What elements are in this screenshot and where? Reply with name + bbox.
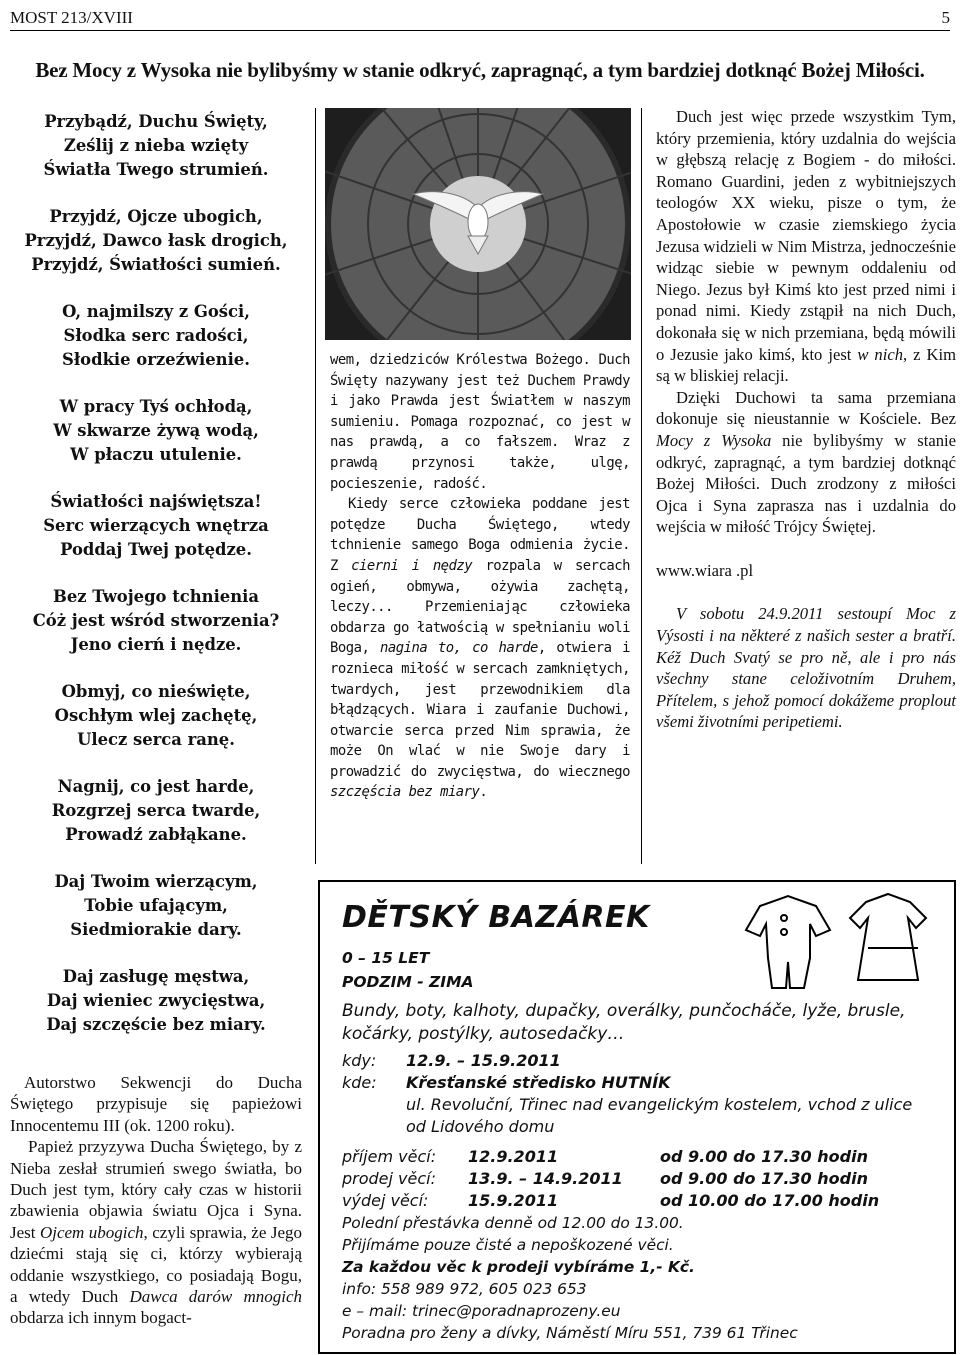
verse-line: W płaczu utulenie. (70, 445, 242, 464)
stanza (10, 870, 302, 942)
schedule-date: 13.9. – 14.9.2011 (468, 1169, 623, 1188)
bazar-info (342, 1212, 798, 1344)
verse-line: Przyjdź, Światłości sumień. (31, 255, 281, 274)
text-run: nie bylibyśmy w stanie odkryć, zapragnąć, a tym bardziej dotknąć Bożej Miłości. Duch zrodzony z miłości Ojca i Syna zaprasza nas i uzdalnia do wejścia w miłość Trójcy Świętej. (656, 430, 956, 537)
season: PODZIM - ZIMA (342, 973, 474, 991)
verse-line: Cóż jest wśród stworzenia? (32, 611, 280, 630)
verse-line: Tobie ufającym, (84, 896, 228, 915)
organizer: Poradna pro ženy a dívky, Náměstí Míru 551, 739 61 Třinec (342, 1324, 798, 1342)
schedule-time: od 9.00 do 17.30 hodin (660, 1147, 868, 1166)
verse-line: Daj Twoim wierzącym, (54, 872, 258, 891)
children-clothes-icon (720, 888, 950, 996)
stanza (10, 490, 302, 562)
schedule-row (342, 1168, 879, 1190)
age-range: 0 – 15 LET (342, 949, 430, 967)
verse-line: Światła Twego strumień. (43, 160, 269, 179)
stanza (10, 300, 302, 372)
article-paragraph (656, 106, 956, 387)
verse-line: Przyjdź, Dawco łask drogich, (24, 231, 288, 250)
sequence-note (10, 1072, 302, 1329)
where-row (342, 1072, 671, 1094)
verse-line: Przyjdź, Ojcze ubogich, (49, 207, 263, 226)
italic-run: cierni i nędzy (351, 557, 473, 574)
column-divider (315, 108, 316, 864)
verse-line: Przybądź, Duchu Święty, (44, 112, 268, 131)
italic-run: w nich (857, 344, 903, 364)
verse-line: Ulecz serca ranę. (77, 730, 235, 749)
schedule-time: od 9.00 do 17.30 hodin (660, 1169, 868, 1188)
where-label: kde: (342, 1073, 377, 1092)
middle-column-text (330, 350, 630, 803)
poem (10, 110, 302, 1060)
bazar-advert (318, 880, 956, 1354)
verse-line: Poddaj Twej potędze. (60, 540, 252, 559)
verse-line: W pracy Tyś ochłodą, (59, 397, 253, 416)
address-line: ul. Revoluční, Třinec nad evangelickým kostelem, vchod z ulice (406, 1095, 913, 1114)
italic-run: Dawca darów mnogich (129, 1287, 302, 1307)
text-run: , czyli sprawia, że Jego dziećmi stają się ci, którzy wybierają oddanie wszystkiego, co posiadają Bogu, a wtedy Duch (10, 1222, 302, 1307)
schedule-label: výdej věcí: (342, 1191, 429, 1210)
bazar-subtitle (342, 946, 474, 994)
address-line: od Lidového domu (406, 1117, 555, 1136)
stanza (10, 110, 302, 182)
column-divider (641, 108, 642, 864)
stanza (10, 680, 302, 752)
verse-line: Słodkie orzeźwienie. (62, 350, 250, 369)
verse-line: Daj wieniec zwycięstwa, (46, 991, 266, 1010)
bazar-title: DĚTSKÝ BAZÁREK (342, 900, 650, 935)
stanza (10, 965, 302, 1037)
czech-announcement: V sobotu 24.9.2011 sestoupí Moc z Výsosti i na některé z našich sester a bratří. Kéž Duch Svatý se pro ně, ale i pro nás všechny stane celoživotním Druhem, Přítelem, s jehož pomocí dokážeme proplout všemi životními peripetiemi. (656, 604, 956, 732)
schedule-label: příjem věcí: (342, 1147, 437, 1166)
verse-line: Nagnij, co jest harde, (57, 777, 255, 796)
article-paragraph: wem, dziedziców Królestwa Bożego. Duch Święty nazywany jest też Duchem Prawdy i jako Prawda jest Światłem w naszym sumieniu. Pomaga rozpoznać, co jest w nas prawdą, a co fałszem. Wraz z prawdą przynosi także, ulgę, pocieszenie, radość. (330, 352, 630, 492)
italic-run: nagina to, co harde (380, 640, 538, 657)
verse-line: Prowadź zabłąkane. (65, 825, 247, 844)
verse-line: O, najmilszy z Gości, (62, 302, 250, 321)
schedule-time: od 10.00 do 17.00 hodin (660, 1191, 880, 1210)
verse-line: Siedmiorakie dary. (70, 920, 242, 939)
text-run: , z Kim są w bliskiej relacji. (656, 344, 956, 386)
when-value: 12.9. – 15.9.2011 (406, 1051, 561, 1070)
where-value: Křesťanské středisko HUTNÍK (406, 1073, 671, 1092)
phone-info: info: 558 989 972, 605 023 653 (342, 1280, 587, 1298)
page-number: 5 (941, 8, 950, 27)
verse-line: Serc wierzących wnętrza (43, 516, 269, 535)
bazar-items: Bundy, boty, kalhoty, dupačky, overálky, punčocháče, lyže, brusle, kočárky, postýlky, autosedačky… (342, 1001, 906, 1044)
italic-run: szczęścia bez miary (330, 784, 480, 801)
right-column-text (656, 106, 956, 733)
lunch-break: Polední přestávka denně od 12.00 do 13.00. (342, 1214, 684, 1232)
schedule-row (342, 1146, 879, 1168)
text-run: Papież przyzywa Ducha Świętego, by z Nieba zesłał strumień swego światła, bo Duch jest tym, który cały czas w historii zbawienia objawia światu Ojca i Syna. Jest (10, 1137, 302, 1242)
stanza (10, 775, 302, 847)
verse-line: Bez Twojego tchnienia (53, 587, 259, 606)
verse-line: Słodka serc radości, (63, 326, 249, 345)
stained-glass-dove-icon (325, 108, 631, 340)
text-run: , otwiera i roznieca miłość w sercach zamkniętych, twardych, jest przewodnikiem dla błądzących. Wiara i zaufanie Duchowi, otwarcie serca przed Nim sprawia, że może On wlać w nie Swoje dary i prowadzić do zwycięstwa, do wiecznego (330, 640, 630, 780)
stanza (10, 395, 302, 467)
verse-line: W skwarze żywą wodą, (53, 421, 259, 440)
italic-run: Mocy z Wysoka (656, 430, 772, 450)
stanza (10, 205, 302, 277)
verse-line: Rozgrzej serca twarde, (51, 801, 261, 820)
stanza (10, 585, 302, 657)
article-paragraph (656, 387, 956, 538)
headline: Bez Mocy z Wysoka nie bylibyśmy w stanie odkryć, zapragnąć, a tym bardziej dotknąć Bożej Miłości. (35, 58, 925, 82)
page-header (10, 8, 950, 31)
verse-line: Daj szczęście bez miary. (46, 1015, 266, 1034)
holy-spirit-window-image (325, 108, 631, 340)
schedule-row (342, 1190, 879, 1212)
verse-line: Jeno cierń i nędze. (70, 635, 242, 654)
fee-note: Za každou věc k prodeji vybíráme 1,- Kč. (342, 1258, 695, 1276)
schedule-date: 15.9.2011 (468, 1191, 559, 1210)
when-label: kdy: (342, 1051, 377, 1070)
verse-line: Oschłym wlej zachętę, (54, 706, 258, 725)
italic-run: Ojcem ubogich (39, 1222, 144, 1242)
schedule-date: 12.9.2011 (468, 1147, 559, 1166)
article-paragraph (330, 494, 630, 803)
verse-line: Światłości najświętsza! (50, 492, 262, 511)
accept-note: Přijímáme pouze čisté a nepoškozené věci. (342, 1236, 674, 1254)
text-run: Kiedy serce człowieka poddane jest potędze Ducha Świętego, wtedy tchnienie samego Boga odmienia życie. Z (330, 496, 630, 574)
text-run: obdarza ich innym bogact- (10, 1308, 192, 1328)
verse-line: Ześlij z nieba wzięty (63, 136, 249, 155)
issue-label: MOST 213/XVIII (10, 8, 133, 27)
verse-line: Daj zasługę męstwa, (62, 967, 250, 986)
schedule-label: prodej věcí: (342, 1169, 436, 1188)
note-paragraph: Autorstwo Sekwencji do Ducha Świętego przypisuje się papieżowi Innocentemu III (ok. 1200 roku). (10, 1073, 302, 1135)
text-run: . (479, 784, 488, 801)
when-row (342, 1050, 561, 1072)
verse-line: Obmyj, co nieświęte, (61, 682, 251, 701)
text-run: Duch jest więc przede wszystkim Tym, który przemienia, który uzdalnia do wejścia w głębszą relację z Bogiem - do miłości. Romano Guardini, jeden z wybitniejszych teologów XX wieku, pisze o tym, że Apostołowie w czasie ziemskiego życia Jezusa widzieli w Nim Mistrza, jednocześnie widząc siebie w pewnym oddaleniu od Niego. Jezus był Kimś kto jest przed nimi i ponad nimi. Kiedy zstąpił na nich Duch, dokonała się w nich przemiana, będą mówili o Jezusie jako kimś, kto jest (656, 107, 956, 364)
text-run: Dzięki Duchowi ta sama przemiana dokonuje się nieustannie w Kościele. Bez (656, 387, 956, 429)
note-paragraph (10, 1136, 302, 1329)
text-run: rozpala w sercach ogień, obmywa, ożywia zachętą, leczy... Przemieniając człowieka obdarza go łatwością w spełnianiu woli Boga, (330, 557, 630, 657)
source-link[interactable]: www.wiara .pl (656, 560, 754, 580)
email-info: e – mail: trinec@poradnaprozeny.eu (342, 1302, 621, 1320)
schedule (342, 1146, 879, 1212)
